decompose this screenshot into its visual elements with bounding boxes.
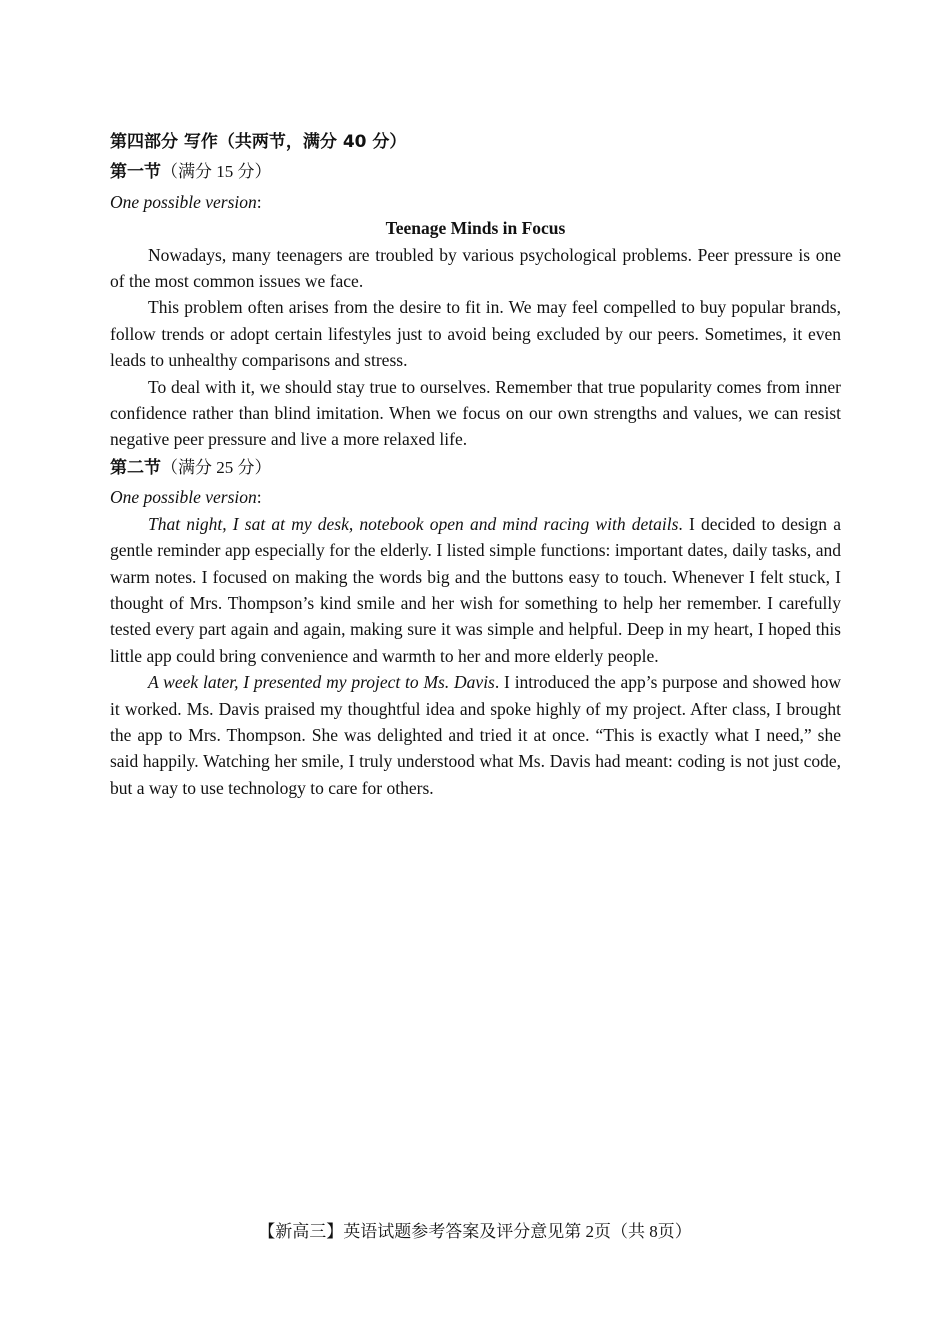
part2-paragraph-2-body: . I introduced the app’s purpose and showed how it worked. Ms. Davis praised my thoughtful idea and spoke highly of my project. After class, I brought the app to Mrs. Thompson. She was delighted and tried it at once. “This is exactly what I need,” she said happily. Watching her smile, I truly understood what Ms. Davis had meant: coding is not just code, but a way to use technology to care for others. (110, 672, 841, 798)
answer-page-content (110, 129, 841, 801)
page-footer: 【新高三】英语试题参考答案及评分意见第 2页（共 8页） (258, 1222, 692, 1241)
part2-paragraph-1-body: . I decided to design a gentle reminder app especially for the elderly. I listed simple functions: important dates, daily tasks, and warm notes. I focused on making the words big and the buttons easy to touch. Whenever I felt stuck, I thought of Mrs. Thompson’s kind smile and her wish for something to help her remember. I carefully tested every part again and again, making sure it was simple and helpful. Deep in my heart, I hoped this little app could bring convenience and warmth to her and more elderly people. (110, 513, 841, 666)
part2-paragraph-2-lead: A week later, I presented my project to Ms. Davis (148, 672, 495, 693)
part2-version-colon: : (256, 487, 262, 508)
part1-heading (110, 159, 841, 185)
part1-paragraph-3: To deal with it, we should stay true to ourselves. Remember that true popularity comes from inner confidence rather than blind imitation. When we focus on our own strengths and values, we can resist negative peer pressure and live a more relaxed life. (110, 376, 841, 450)
part1-heading-text: 第一节 (110, 162, 161, 183)
part1-paragraph-2: This problem often arises from the desire to fit in. We may feel compelled to buy popular brands, follow trends or adopt certain lifestyles just to avoid being excluded by our peers. Sometimes, it even leads to unhealthy comparisons and stress. (110, 297, 841, 371)
part2-version-label (110, 484, 841, 510)
part1-version-colon: : (256, 191, 262, 212)
part2-paragraph-1-lead: That night, I sat at my desk, notebook open and mind racing with details (148, 513, 679, 534)
part2-version-label-text: One possible version (110, 487, 257, 508)
part2-paragraph-1 (110, 511, 841, 669)
section-heading (110, 129, 841, 155)
section-heading-text: 第四部分 写作（共两节，满分 40 分） (110, 132, 407, 152)
part2-heading (110, 455, 841, 481)
part2-heading-text: 第二节 (110, 457, 161, 478)
part2-score: （满分 25 分） (161, 457, 272, 477)
essay-title: Teenage Minds in Focus (385, 218, 566, 239)
part1-version-label-text: One possible version (110, 191, 257, 212)
part1-paragraph-1: Nowadays, many teenagers are troubled by various psychological problems. Peer pressure is one of the most common issues we face. (110, 244, 841, 292)
part1-score: （满分 15 分） (161, 162, 272, 182)
part1-version-label (110, 189, 841, 215)
part2-paragraph-2 (110, 669, 841, 801)
